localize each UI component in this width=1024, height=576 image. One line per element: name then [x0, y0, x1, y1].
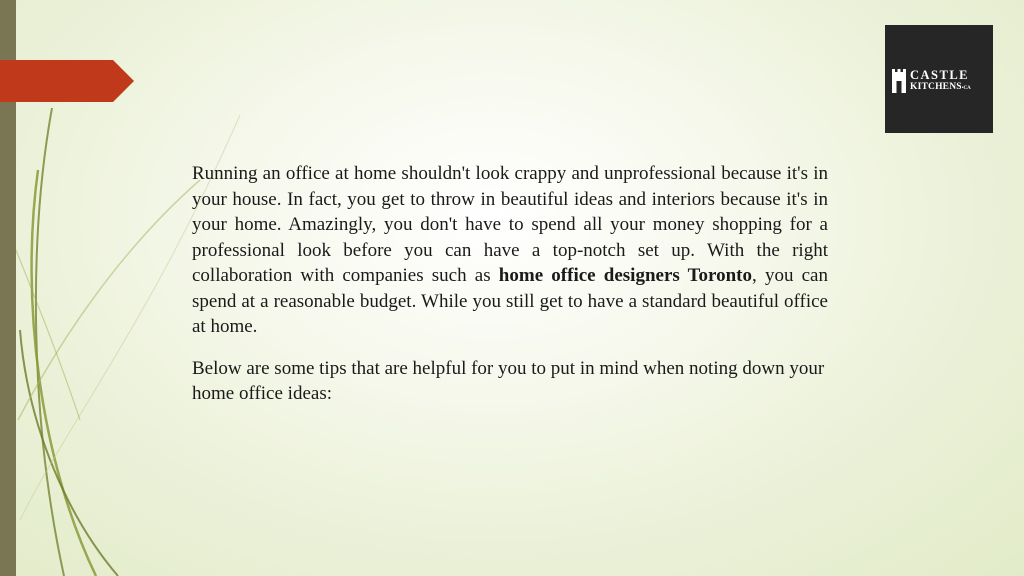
logo-line-2-text: KITCHENS	[910, 82, 962, 92]
logo-suffix: •CA	[961, 86, 971, 91]
intro-text-after: , you can spend at a reasonable budget. While you still get to have a standard beautiful office at home.	[192, 265, 828, 337]
home-office-designers-link[interactable]: home office designers Toronto	[498, 265, 753, 286]
castle-kitchens-logo[interactable]	[885, 25, 993, 133]
logo-line-2	[910, 82, 971, 94]
red-arrow-tab	[0, 60, 134, 102]
logo-line-1: CASTLE	[910, 68, 970, 82]
castle-tower-icon	[892, 69, 906, 93]
intro-paragraph	[192, 161, 828, 340]
intro-text-before: Running an office at home shouldn't look crappy and unprofessional because it's in your house. In fact, you get to throw in beautiful ideas and interiors because it's in your home. Amazingly, you don't have to spend all your money shopping for a professional look before you can have a top-notch set up. With the right collaboration with companies such as	[192, 163, 828, 286]
main-content	[192, 161, 828, 407]
tips-paragraph: Below are some tips that are helpful for you to put in mind when noting down your home office ideas:	[192, 357, 825, 404]
